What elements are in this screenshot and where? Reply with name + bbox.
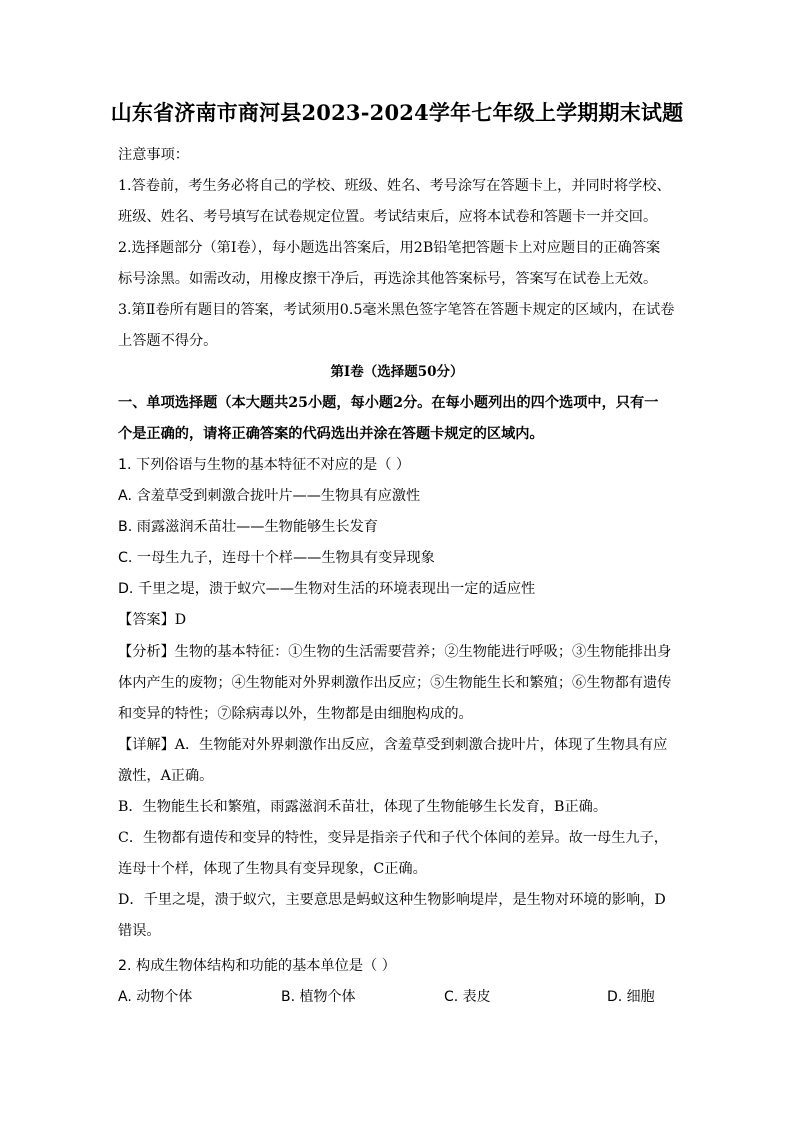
section-instruction: 个是正确的，请将正确答案的代码选出并涂在答题卡规定的区域内。: [118, 426, 544, 442]
question-1-stem: 1. 下列俗语与生物的基本特征不对应的是（ ）: [118, 457, 411, 473]
question-2-stem: 2. 构成生物体结构和功能的基本单位是（ ）: [118, 958, 396, 974]
notes-line: 2.选择题部分（第Ⅰ卷），每小题选出答案后，用2B铅笔把答题卡上对应题目的正确答案: [118, 240, 661, 256]
notes-line: 上答题不得分。: [118, 333, 218, 349]
notes-line: 1.答卷前，考生务必将自己的学校、班级、姓名、考号涂写在答题卡上，并同时将学校、: [118, 178, 671, 194]
question-1-detail: 连母十个样，体现了生物具有变异现象，C正确。: [118, 861, 427, 877]
question-2-option-a: A. 动物个体: [118, 989, 193, 1005]
question-1-analysis: 和变异的特性；⑦除病毒以外，生物都是由细胞构成的。: [118, 706, 473, 722]
question-2-option-b: B. 植物个体: [281, 989, 356, 1005]
question-1-detail: D．千里之堤，溃于蚁穴，主要意思是蚂蚁这种生物影响堤岸，是生物对环境的影响，D: [118, 892, 666, 908]
section-heading: 第Ⅰ卷（选择题50分）: [330, 364, 464, 380]
question-1-option-b: B. 雨露滋润禾苗壮——生物能够生长发育: [118, 519, 378, 535]
notes-line: 3.第Ⅱ卷所有题目的答案，考试须用0.5毫米黑色签字笔答在答题卡规定的区域内，在试卷: [118, 302, 675, 318]
notes-heading: 注意事项：: [118, 147, 189, 163]
page-title: 山东省济南市商河县2023-2024学年七年级上学期期末试题: [110, 100, 684, 125]
question-1-detail: 错误。: [118, 923, 161, 939]
question-2-option-c: C. 表皮: [444, 989, 491, 1005]
notes-line: 班级、姓名、考号填写在试卷规定位置。考试结束后，应将本试卷和答题卡一并交回。: [118, 209, 658, 225]
question-1-analysis: 【分析】生物的基本特征：①生物的生活需要营养；②生物能进行呼吸；③生物能排出身: [118, 644, 672, 660]
question-1-option-d: D. 千里之堤，溃于蚁穴——生物对生活的环境表现出一定的适应性: [118, 581, 536, 597]
question-1-detail: B．生物能生长和繁殖，雨露滋润禾苗壮，体现了生物能够生长发育，B正确。: [118, 799, 608, 815]
notes-line: 标号涂黑。如需改动，用橡皮擦干净后，再选涂其他答案标号，答案写在试卷上无效。: [118, 271, 658, 287]
question-1-answer: 【答案】D: [118, 612, 187, 628]
question-1-option-a: A. 含羞草受到刺激合拢叶片——生物具有应激性: [118, 488, 421, 504]
question-1-analysis: 体内产生的废物；④生物能对外界刺激作出反应；⑤生物能生长和繁殖；⑥生物都有遗传: [118, 675, 672, 691]
question-1-detail: 【详解】A．生物能对外界刺激作出反应，含羞草受到刺激合拢叶片，体现了生物具有应: [118, 737, 668, 753]
question-1-detail: C．生物都有遗传和变异的特性，变异是指亲子代和子代个体间的差异。故一母生九子，: [118, 830, 668, 846]
question-1-detail: 激性，A正确。: [118, 768, 214, 784]
section-instruction: 一、单项选择题（本大题共25小题，每小题2分。在每小题列出的四个选项中，只有一: [118, 395, 659, 411]
question-1-option-c: C. 一母生九子，连母十个样——生物具有变异现象: [118, 550, 435, 566]
question-2-option-d: D. 细胞: [607, 989, 655, 1005]
